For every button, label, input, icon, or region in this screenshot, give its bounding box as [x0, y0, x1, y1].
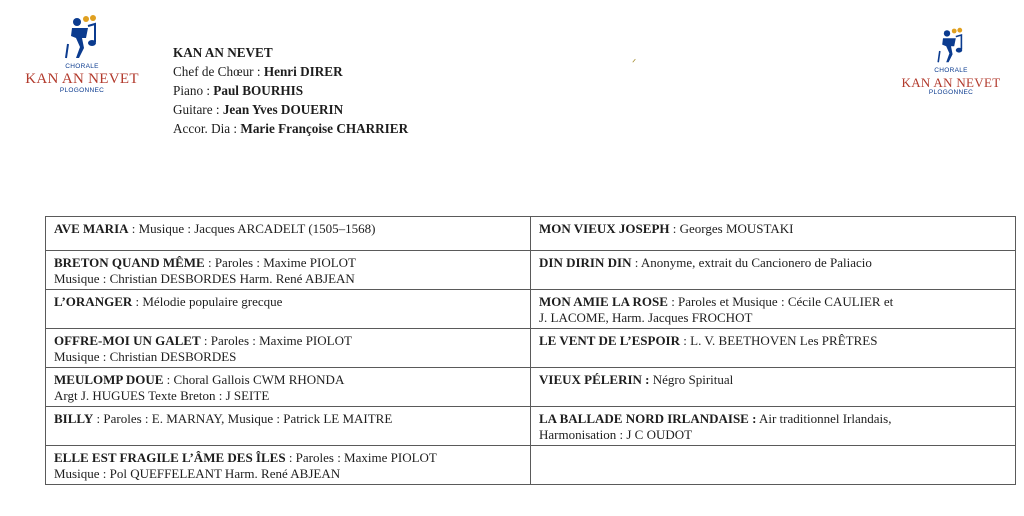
song-title: L’ORANGER [54, 294, 133, 309]
logo-name: KAN AN NEVET [25, 70, 139, 87]
song-line-2: Musique : Christian DESBORDES Harm. René ABJEAN [54, 271, 355, 286]
song-details: : Paroles : Maxime PIOLOT [285, 450, 437, 465]
program-row [46, 407, 1016, 446]
song-title: BRETON QUAND MÊME [54, 255, 205, 270]
choir-credits [173, 43, 408, 138]
song-line-1 [54, 450, 522, 466]
song-line-1 [539, 333, 1007, 349]
song-cell-right [531, 217, 1016, 251]
song-line-1 [539, 255, 1007, 271]
choir-title: KAN AN NEVET [173, 45, 273, 60]
credit-conductor: Chef de Chœur : Henri DIRER [173, 64, 343, 79]
song-cell-right [531, 446, 1016, 485]
song-title: MON VIEUX JOSEPH [539, 221, 670, 236]
song-line-1 [539, 411, 1007, 427]
song-line-1 [54, 255, 522, 271]
program-row [46, 329, 1016, 368]
credit-guitar: Guitare : Jean Yves DOUERIN [173, 102, 344, 117]
song-details: : Paroles : Maxime PIOLOT [204, 255, 357, 270]
song-cell-right [531, 290, 1016, 329]
song-details: : L. V. BEETHOVEN Les PRÊTRES [680, 333, 878, 348]
song-title: ELLE EST FRAGILE L’ÂME DES ÎLES [54, 450, 286, 465]
song-line-2: Argt J. HUGUES Texte Breton : J SEITE [54, 388, 270, 403]
song-line-1 [539, 294, 1007, 310]
song-title: OFFRE-MOI UN GALET [54, 333, 201, 348]
choir-logo-left [22, 14, 142, 94]
song-title: MON AMIE LA ROSE [539, 294, 668, 309]
song-line-2: J. LACOME, Harm. Jacques FROCHOT [539, 310, 753, 325]
song-cell-left [46, 217, 531, 251]
program-row [46, 446, 1016, 485]
song-details: : Paroles : E. MARNAY, Musique : Patrick LE MAITRE [93, 411, 393, 426]
program-table [45, 216, 1016, 485]
song-line-1 [539, 221, 1007, 237]
song-title: VIEUX PÉLERIN : [539, 372, 650, 387]
logo-top-text: CHORALE [934, 67, 968, 74]
song-line-2: Harmonisation : J C OUDOT [539, 427, 693, 442]
song-line-1 [54, 372, 522, 388]
song-cell-right [531, 329, 1016, 368]
song-line-1 [54, 221, 522, 237]
song-details: : Mélodie populaire grecque [132, 294, 283, 309]
program-row [46, 251, 1016, 290]
song-cell-right [531, 407, 1016, 446]
song-title: AVE MARIA [54, 221, 129, 236]
song-line-1 [54, 411, 522, 427]
song-cell-left [46, 446, 531, 485]
song-title: MEULOMP DOUE [54, 372, 164, 387]
program-row [46, 368, 1016, 407]
song-title: BILLY [54, 411, 94, 426]
choir-figure-icon [935, 26, 967, 68]
song-details: Négro Spiritual [649, 372, 734, 387]
logo-name: KAN AN NEVET [901, 74, 1001, 90]
song-title: DIN DIRIN DIN [539, 255, 632, 270]
song-details: : Georges MOUSTAKI [669, 221, 794, 236]
logo-top-text: CHORALE [65, 63, 99, 70]
choir-figure-icon [62, 14, 102, 64]
song-cell-left [46, 290, 531, 329]
song-line-1 [54, 294, 522, 310]
song-cell-left [46, 407, 531, 446]
program-row [46, 290, 1016, 329]
scan-mark: ᐟ [632, 58, 637, 69]
song-line-1 [54, 333, 522, 349]
song-details: : Paroles et Musique : Cécile CAULIER et [667, 294, 894, 309]
song-title: LE VENT DE L’ESPOIR [539, 333, 681, 348]
song-details: : Anonyme, extrait du Cancionero de Paliacio [631, 255, 872, 270]
credit-piano: Piano : Paul BOURHIS [173, 83, 304, 98]
song-details: : Paroles : Maxime PIOLOT [200, 333, 352, 348]
song-line-1 [539, 372, 1007, 388]
credit-accordion: Accor. Dia : Marie Françoise CHARRIER [173, 121, 409, 136]
song-details: : Musique : Jacques ARCADELT (1505–1568) [128, 221, 376, 236]
song-details: : Choral Gallois CWM RHONDA [163, 372, 345, 387]
song-line-2: Musique : Christian DESBORDES [54, 349, 237, 364]
logo-bottom-text: PLOGONNEC [928, 88, 974, 96]
song-cell-left [46, 329, 531, 368]
logo-bottom-text: PLOGONNEC [59, 86, 105, 94]
song-title: LA BALLADE NORD IRLANDAISE : [539, 411, 757, 426]
program-row [46, 217, 1016, 251]
song-cell-right [531, 368, 1016, 407]
song-details: Air traditionnel Irlandais, [756, 411, 892, 426]
song-cell-left [46, 368, 531, 407]
song-cell-left [46, 251, 531, 290]
song-cell-right [531, 251, 1016, 290]
song-line-2: Musique : Pol QUEFFELEANT Harm. René ABJEAN [54, 466, 341, 481]
choir-logo-right [896, 26, 1006, 96]
